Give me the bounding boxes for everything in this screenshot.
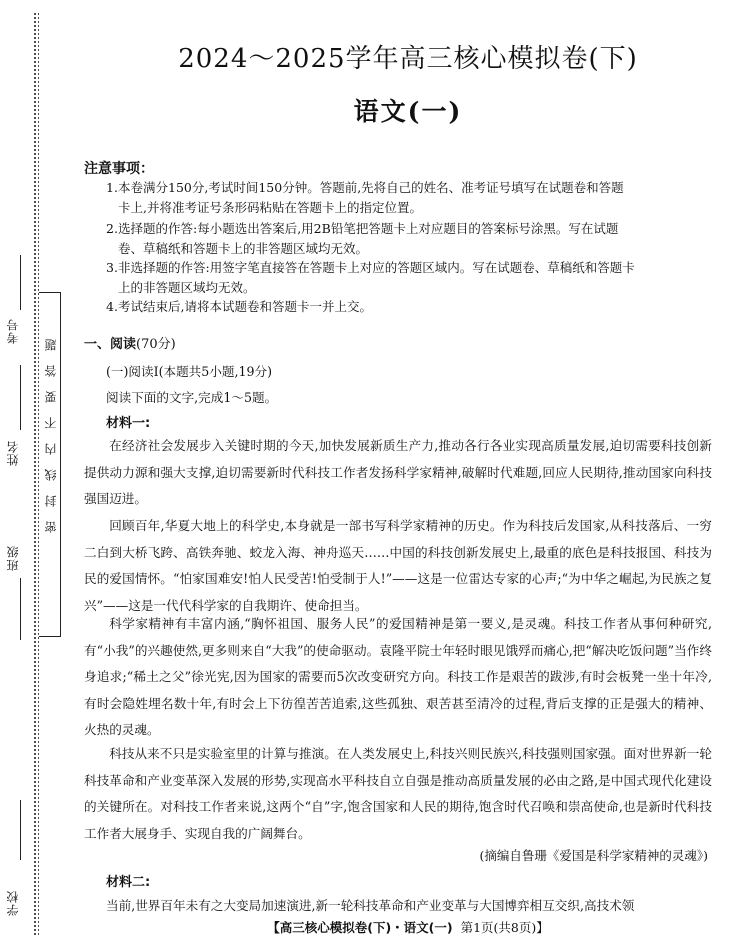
name-underline	[20, 365, 21, 430]
material-two-label: 材料二:	[106, 875, 151, 890]
seal-warning: 密封线内不要答题	[44, 325, 58, 533]
notice-item	[106, 297, 716, 317]
page-title: 2024～2025学年高三核心模拟卷(下)	[178, 44, 638, 74]
paragraph: 在经济社会发展步入关键时期的今天,加快发展新质生产力,推动各行各业实现高质量发展,迫切需要科技创新提供动力源和强大支撑,迫切需要新时代科技工作者发扬科学家精神,破解时代难题,回应人民期待,推动国家向科技强国迈进。	[84, 438, 712, 506]
paragraph: 科技从来不只是实验室里的计算与推演。在人类发展史上,科技兴则民族兴,科技强则国家强。面对世界新一轮科技革命和产业变革深入发展的形势,实现高水平科技自立自强是推动高质量发展的必由之路,是中国式现代化建设的关键所在。对科技工作者来说,这两个“自”字,饱含国家和人民的期待,饱含时代召唤和崇高使命,也是新时代科技工作者大展身手、实现自我的广阔舞台。	[84, 746, 712, 841]
material-two-text: 当前,世界百年未有之大变局加速演进,新一轮科技革命和产业变革与大国博弈相互交织,高技术领	[106, 898, 635, 913]
notice-item	[106, 178, 716, 218]
notice-num: 3.	[106, 260, 118, 275]
id-label: 考号	[6, 318, 20, 344]
notice-num: 1.	[106, 180, 118, 195]
page-footer	[60, 918, 756, 936]
notice-line: 本卷满分150分,考试时间150分钟。答题前,先将自己的姓名、准考证号填写在试题卷和答题	[118, 180, 624, 195]
notice-line: 卡上,并将准考证号条形码粘贴在答题卡上的指定位置。	[118, 200, 422, 215]
notice-heading: 注意事项：	[84, 161, 154, 177]
notice-num: 2.	[106, 221, 118, 236]
source-citation: (摘编自鲁珊《爱国是科学家精神的灵魂》)	[479, 848, 708, 863]
footer-label: 【高三核心模拟卷(下)・语文(一)	[267, 920, 453, 935]
notice-item	[106, 219, 716, 259]
page-subtitle: 语文(一)	[353, 97, 463, 126]
section-heading	[84, 333, 176, 352]
paragraph: 回顾百年,华夏大地上的科学史,本身就是一部书写科学家精神的历史。作为科技后发国家,从科技落后、一穷二白到大桥飞跨、高铁奔驰、蛟龙入海、神舟巡天……中国的科技创新发展史上,最重的底色是科技报国、科技为民的爱国情怀。“怕家国难安!怕人民受苦!怕受制于人!”——这是一位雷达专家的心声;“为中华之崛起,为民族之复兴”——这是一代代科学家的自我期许、使命担当。	[84, 518, 712, 613]
material-one-label: 材料一:	[106, 416, 151, 431]
footer-page-info: 第1页(共8页)】	[460, 920, 549, 935]
notice-num: 4.	[106, 299, 118, 314]
notice-line: 卷、草稿纸和答题卡上的非答题区域均无效。	[118, 241, 369, 256]
class-underline	[20, 578, 21, 640]
id-underline	[20, 255, 21, 310]
name-label: 姓名	[6, 440, 20, 466]
school-label: 学校	[6, 890, 20, 916]
notice-line: 非选择题的作答:用签字笔直接答在答题卡上对应的答题区域内。写在试题卷、草稿纸和答题卡	[118, 260, 635, 275]
notice-line: 考试结束后,请将本试题卷和答题卡一并上交。	[118, 299, 372, 314]
school-underline	[20, 800, 21, 860]
section-title: 一、阅读	[84, 337, 137, 352]
class-label: 班级	[6, 545, 20, 571]
section-points: (70分)	[136, 337, 176, 352]
notice-item	[106, 258, 716, 298]
notice-line: 选择题的作答:每小题选出答案后,用2B铅笔把答题卡上对应题目的答案标号涂黑。写在试题	[118, 221, 619, 236]
sub-heading: (一)阅读Ⅰ(本题共5小题,19分)	[106, 364, 273, 379]
notice-line: 上的非答题区域均无效。	[118, 280, 256, 295]
paragraph: 科学家精神有丰富内涵,“胸怀祖国、服务人民”的爱国精神是第一要义,是灵魂。科技工作者从事何种研究,有“小我”的兴趣使然,更多则来自“大我”的使命驱动。袁隆平院士年轻时眼见饿殍而痛心,把“解决吃饭问题”当作终身追求;“稀土之父”徐光宪,因为国家的需要而5次改变研究方向。科技工作是艰苦的跋涉,有时会板凳一坐十年冷,有时会隐姓埋名数十年,有时会上下彷徨苦苦追索,这些孤独、艰苦甚至清冷的过程,背后支撑的正是强大的精神、火热的灵魂。	[84, 616, 712, 737]
instruction: 阅读下面的文字,完成1～5题。	[106, 390, 278, 405]
